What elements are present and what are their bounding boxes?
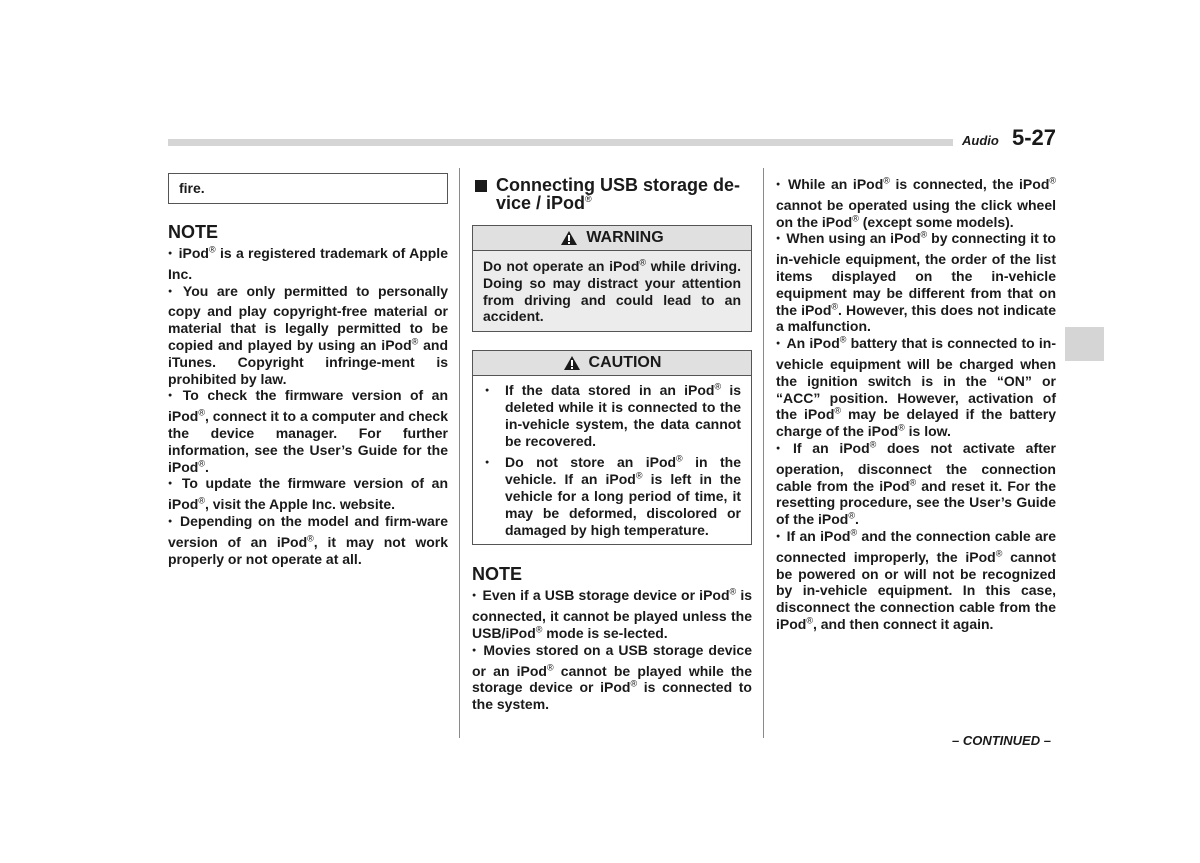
list-item: ● When using an iPod® by connecting it to in-vehicle equipment, the order of the list items displayed on the in-vehicle equipment may be different from that on the iPod®. However, this does not indicate a malfunction.: [776, 230, 1056, 335]
caution-triangle-icon: [563, 355, 581, 371]
note-heading: NOTE: [472, 564, 523, 585]
warning-label: WARNING: [586, 228, 664, 246]
right-column: [776, 176, 1056, 633]
list-item: ● Even if a USB storage device or iPod® is connected, it cannot be played unless the USB/iPod® mode is se-lected.: [472, 587, 752, 641]
caution-body: [472, 376, 752, 545]
list-item: ● If the data stored in an iPod® is deleted while it is connected to the in-vehicle system, the data cannot be recovered.: [483, 382, 741, 449]
boxed-text: fire.: [179, 180, 205, 196]
note-list: [472, 587, 752, 713]
list-item: ● While an iPod® is connected, the iPod® cannot be operated using the click wheel on the iPod® (except some models).: [776, 176, 1056, 230]
list-item: ● To update the firmware version of an iPod®, visit the Apple Inc. website.: [168, 475, 448, 513]
chapter-tab: [1065, 327, 1104, 361]
left-column: [168, 173, 448, 567]
caution-header: [472, 350, 752, 376]
section-heading: Connecting USB storage de- vice / iPod®: [472, 176, 752, 212]
list-item: ● Do not store an iPod® in the vehicle. If an iPod® is left in the vehicle for a long period of time, it may be deformed, discolored or damaged by high temperature.: [483, 454, 741, 538]
continued-text-box: [168, 173, 448, 204]
list-item: ● If an iPod® does not activate after operation, disconnect the connection cable from the iPod® and reset it. For the resetting procedure, see the User’s Guide of the iPod®.: [776, 440, 1056, 528]
warning-triangle-icon: [560, 230, 578, 246]
list-item: ● Movies stored on a USB storage device or an iPod® cannot be played while the storage device or iPod® is connected to the system.: [472, 642, 752, 713]
header-rule: [168, 139, 953, 146]
middle-column: [472, 176, 752, 713]
warning-header: [472, 225, 752, 251]
warning-text: Do not operate an iPod® while driving. Doing so may distract your attention from driving and could lead to an accident.: [483, 257, 741, 325]
list-item: ● You are only permitted to personally copy and play copyright-free material or material that is legally permitted to be copied and played by using an iPod® and iTunes. Copyright infringe-ment is prohibited by law.: [168, 283, 448, 388]
note-heading: NOTE: [168, 222, 219, 242]
warning-body: [472, 251, 752, 332]
note-list: [168, 245, 448, 567]
page-number: 5-27: [1012, 125, 1057, 150]
column-divider-left: [459, 168, 460, 738]
continued-label: – CONTINUED –: [952, 733, 1051, 748]
list-item: ● iPod® is a registered trademark of Apple Inc.: [168, 245, 448, 283]
list-item: ● Depending on the model and firm-ware version of an iPod®, it may not work properly or not operate at all.: [168, 513, 448, 567]
caution-label: CAUTION: [588, 353, 662, 371]
caution-box: [472, 350, 752, 545]
warning-box: [472, 225, 752, 332]
section-title: Audio: [962, 133, 999, 148]
square-bullet-icon: [475, 180, 487, 192]
column-divider-right: [763, 168, 764, 738]
list-item: ● To check the firmware version of an iPod®, connect it to a computer and check the device manager. For further information, see the User’s Guide for the iPod®.: [168, 387, 448, 475]
list-item: ● An iPod® battery that is connected to in-vehicle equipment will be charged when the ignition switch is in the “ON” or “ACC” position. However, activation of the iPod® may be delayed if the battery charge of the iPod® is low.: [776, 335, 1056, 440]
list-item: ● If an iPod® and the connection cable are connected improperly, the iPod® cannot be powered on or will not be recognized by in-vehicle equipment. In this case, disconnect the connection cable from the iPod®, and then connect it again.: [776, 528, 1056, 633]
